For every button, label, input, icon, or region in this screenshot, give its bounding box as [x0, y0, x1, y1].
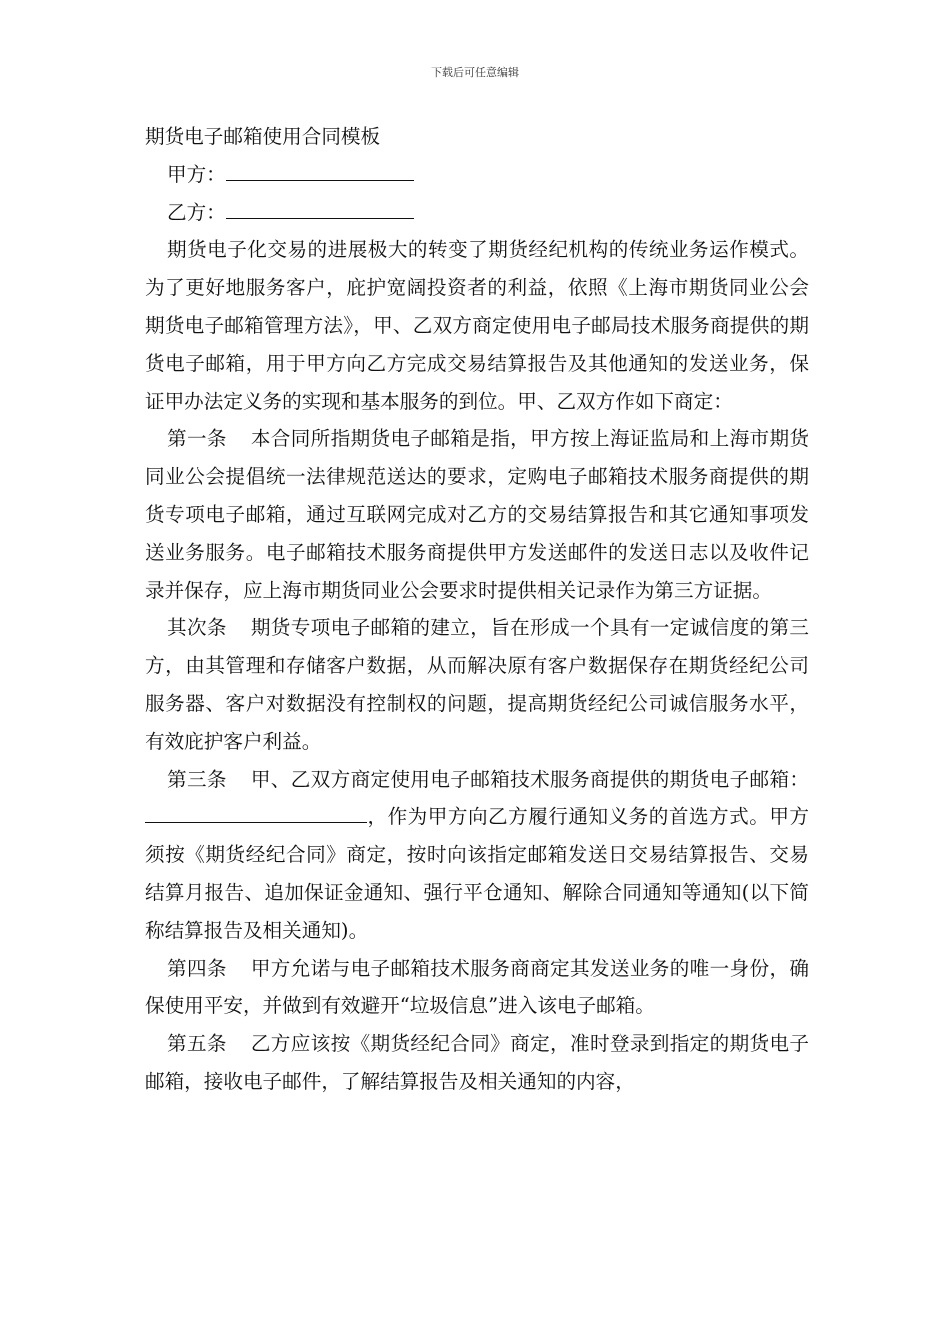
- article-3-text-before: 甲、乙双方商定使用电子邮箱技术服务商提供的期货电子邮箱：: [250, 767, 810, 791]
- article-4: [145, 950, 809, 1026]
- article-2-text: 期货专项电子邮箱的建立，旨在形成一个具有一定诚信度的第三方，由其管理和存储客户数据，从而解决原有客户数据保存在期货经纪公司服务器、客户对数据没有控制权的问题，提高期货经纪公司诚信服务水平，有效庇护客户利益。: [145, 616, 810, 753]
- article-5-label: 第五条: [167, 1032, 227, 1056]
- article-5: [145, 1025, 809, 1101]
- party-a-blank: [226, 160, 414, 181]
- document-title: 期货电子邮箱使用合同模板: [145, 125, 381, 148]
- document-body: [145, 118, 809, 1101]
- intro-paragraph: 期货电子化交易的进展极大的转变了期货经纪机构的传统业务运作模式。为了更好地服务客户，庇护宽阔投资者的利益，依照《上海市期货同业公会期货电子邮箱管理方法》，甲、乙双方商定使用电子邮局技术服务商提供的期货电子邮箱，用于甲方向乙方完成交易结算报告及其他通知的发送业务，保证甲办法定义务的实现和基本服务的到位。甲、乙双方作如下商定：: [145, 238, 809, 413]
- article-2: [145, 609, 809, 760]
- article-3-text-after: ，作为甲方向乙方履行通知义务的首选方式。甲方须按《期货经纪合同》商定，按时向该指定邮箱发送日交易结算报告、交易结算月报告、追加保证金通知、强行平仓通知、解除合同通知等通知(以下简称结算报告及相关通知)。: [145, 805, 809, 942]
- article-2-label: 其次条: [167, 616, 227, 640]
- party-a-line: [145, 156, 809, 194]
- article-5-text: 乙方应该按《期货经纪合同》商定，准时登录到指定的期货电子邮箱，接收电子邮件，了解结算报告及相关通知的内容，: [145, 1032, 810, 1093]
- article-1: [145, 420, 809, 609]
- party-b-label: 乙方：: [167, 200, 226, 224]
- email-blank: [145, 802, 367, 823]
- header-note: 下载后可任意编辑: [431, 66, 519, 79]
- article-4-label: 第四条: [167, 956, 227, 980]
- article-1-label: 第一条: [167, 427, 227, 451]
- article-1-text: 本合同所指期货电子邮箱是指，甲方按上海证监局和上海市期货同业公会提倡统一法律规范送达的要求，定购电子邮箱技术服务商提供的期货专项电子邮箱，通过互联网完成对乙方的交易结算报告和其它通知事项发送业务服务。电子邮箱技术服务商提供甲方发送邮件的发送日志以及收件记录并保存，应上海市期货同业公会要求时提供相关记录作为第三方证据。: [145, 427, 810, 602]
- party-b-line: [145, 194, 809, 232]
- article-3: [145, 761, 809, 950]
- party-b-blank: [226, 198, 414, 219]
- article-4-text: 甲方允诺与电子邮箱技术服务商商定其发送业务的唯一身份，确保使用平安，并做到有效避开“垃圾信息”进入该电子邮箱。: [145, 956, 810, 1018]
- article-3-label: 第三条: [167, 767, 227, 791]
- party-a-label: 甲方：: [167, 162, 226, 186]
